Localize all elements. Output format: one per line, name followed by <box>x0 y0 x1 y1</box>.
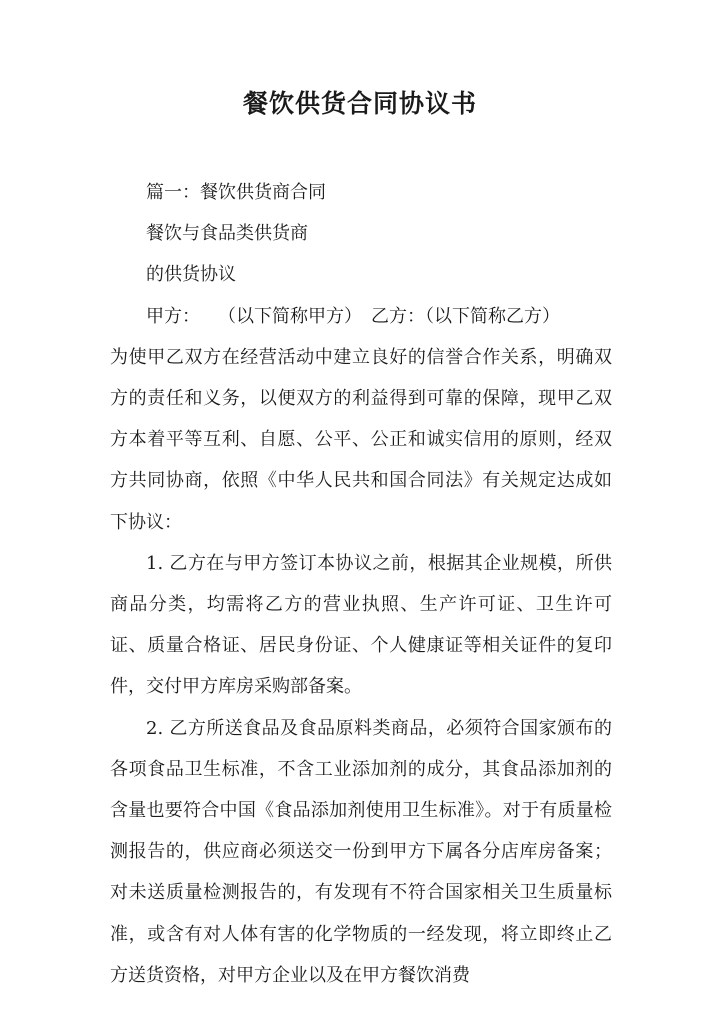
preamble-paragraph: 为使甲乙双方在经营活动中建立良好的信誉合作关系，明确双方的责任和义务，以便双方的利益得到可靠的保障，现甲乙双方本着平等互利、自愿、公平、公正和诚实信用的原则，经双方共同协商，依照《中华人民共和国合同法》有关规定达成如下协议： <box>110 346 612 533</box>
clause-2-paragraph: 2. 乙方所送食品及食品原料类商品，必须符合国家颁布的各项食品卫生标准，不含工业添加剂的成分，其食品添加剂的含量也要符合中国《食品添加剂使用卫生标准》。对于有质量检测报告的，供应商必须送交一份到甲方下属各分店库房备案；对未送质量检测报告的，有发现有不符合国家相关卫生质量标准，或含有对人体有害的化学物质的一经发现，将立即终止乙方送货资格，对甲方企业以及在甲方餐饮消费 <box>110 717 612 986</box>
document-body <box>110 172 612 996</box>
parties-line: 甲方： （以下简称甲方） 乙方：（以下简称乙方） <box>146 305 560 327</box>
section-heading: 篇一：餐饮供货商合同 <box>146 182 326 203</box>
subtitle-line-2: 的供货协议 <box>146 264 236 286</box>
subtitle-line-1: 餐饮与食品类供货商 <box>146 223 308 245</box>
document-title: 餐饮供货合同协议书 <box>242 89 477 118</box>
clause-1-paragraph: 1. 乙方在与甲方签订本协议之前，根据其企业规模，所供商品分类，均需将乙方的营业执照、生产许可证、卫生许可证、质量合格证、居民身份证、个人健康证等相关证件的复印件，交付甲方库房采购部备案。 <box>110 552 612 698</box>
